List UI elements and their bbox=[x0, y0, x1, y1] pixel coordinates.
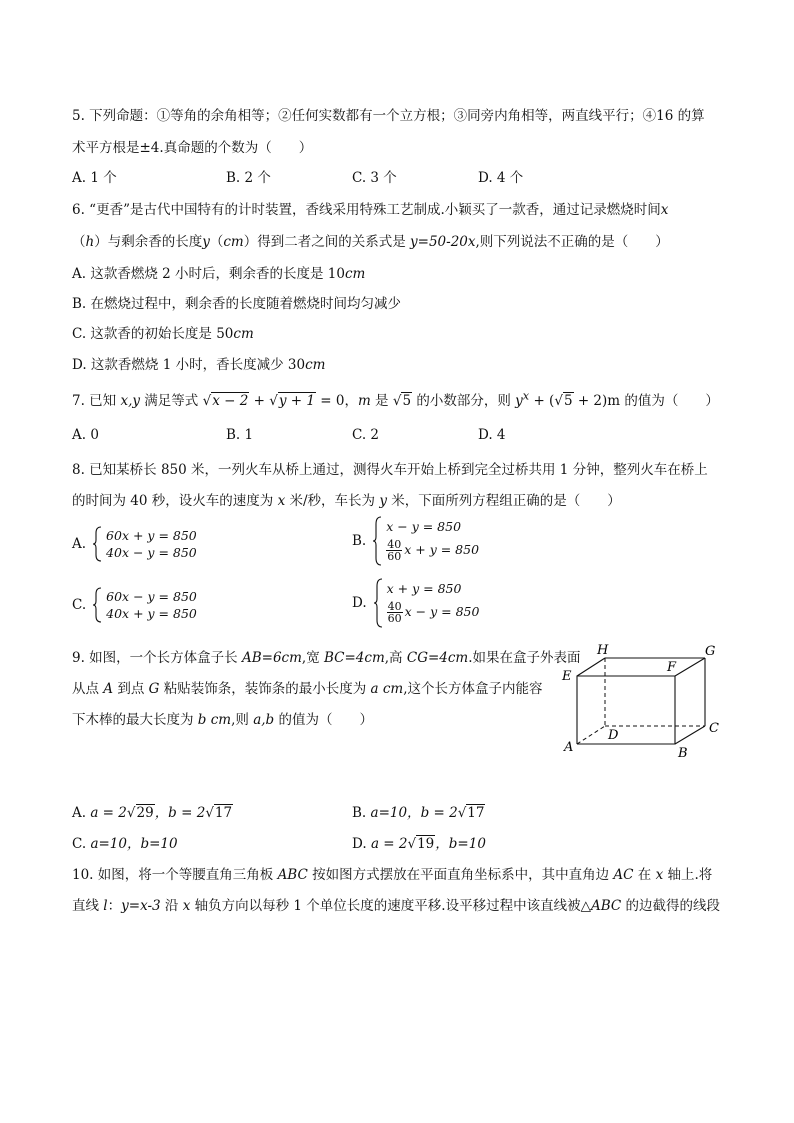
vertex-b-label: B bbox=[678, 746, 688, 761]
q9-stem-line2: 从点 A 到点 G 粘贴装饰条，装饰条的最小长度为 a cm,这个长方体盒子内能容 bbox=[72, 681, 543, 697]
q6-option-b: B. 在燃烧过程中，剩余香的长度随着燃烧时间均匀减少 bbox=[72, 296, 402, 312]
q9-option-a: A. a = 2√29，b = 2√17 bbox=[72, 805, 233, 821]
edge-fg bbox=[675, 658, 705, 676]
edge-eh bbox=[577, 658, 605, 676]
q9-stem-line3: 下木棒的最大长度为 b cm,则 a,b 的值为（ ） bbox=[72, 712, 373, 728]
q6-option-c: C. 这款香的初始长度是 50cm bbox=[72, 326, 254, 342]
q5-stem-line1: 5. 下列命题：①等角的余角相等；②任何实数都有一个立方根；③同旁内角相等，两直线平行；④16 的算 bbox=[72, 108, 705, 124]
front-face bbox=[577, 676, 675, 744]
brace-icon bbox=[372, 516, 382, 566]
q8-stem-line2: 的时间为 40 秒，设火车的速度为 x 米/秒，车长为 y 米，下面所列方程组正确的是（ ） bbox=[72, 493, 621, 509]
brace-icon bbox=[92, 587, 102, 623]
vertex-c-label: C bbox=[709, 721, 719, 736]
edge-bc bbox=[675, 726, 705, 744]
vertex-e-label: E bbox=[562, 669, 572, 684]
q9-option-c: C. a=10，b=10 bbox=[72, 836, 178, 852]
q8-option-a: A. 60x + y = 850 40x − y = 850 bbox=[72, 528, 197, 560]
vertex-h-label: H bbox=[597, 643, 609, 658]
vertex-a-label: A bbox=[564, 740, 574, 755]
q6-option-a: A. 这款香燃烧 2 小时后，剩余香的长度是 10cm bbox=[72, 266, 366, 282]
q6-stem-line1: 6. “更香”是古代中国特有的计时装置，香线采用特殊工艺制成.小颖买了一款香，通过记录燃烧时间x bbox=[72, 202, 669, 218]
cuboid-figure bbox=[557, 640, 727, 765]
q8-stem-line1: 8. 已知某桥长 850 米，一列火车从桥上通过，测得火车开始上桥到完全过桥共用 1 分钟，整列火车在桥上 bbox=[72, 462, 708, 478]
q9-stem-line1: 9. 如图，一个长方体盒子长 AB=6cm,宽 BC=4cm,高 CG=4cm.如果在盒子外表面 bbox=[72, 650, 581, 666]
q6-stem-line2: （h）与剩余香的长度y（cm）得到二者之间的关系式是 y=50-20x,则下列说法不正确的是（ ） bbox=[72, 234, 669, 250]
vertex-f-label: F bbox=[667, 660, 677, 675]
brace-icon bbox=[373, 578, 383, 628]
q7-option-a: A. 0 bbox=[72, 427, 99, 443]
q5-option-d: D. 4 个 bbox=[478, 170, 524, 186]
q8-option-b: B. x − y = 850 $\frac{40}{60}$ x + y = 850 bbox=[352, 516, 479, 566]
q7-stem: 7. 已知 x,y 满足等式 √x − 2 + √y + 1 = 0，m 是 √5 的小数部分，则 $y^x + (√5 + 2)m$ 的值为（ ） bbox=[72, 389, 719, 409]
q8-option-c: C. 60x − y = 850 40x + y = 850 bbox=[72, 589, 197, 621]
q5-option-b: B. 2 个 bbox=[226, 170, 271, 186]
q7-option-d: D. 4 bbox=[478, 427, 506, 443]
q7-option-c: C. 2 bbox=[352, 427, 380, 443]
q6-option-d: D. 这款香燃烧 1 小时，香长度减少 30cm bbox=[72, 357, 326, 373]
hidden-edge-ad bbox=[577, 726, 605, 744]
q8-option-d: D. x + y = 850 $\frac{40}{60}$ x − y = 850 bbox=[352, 578, 479, 628]
q7-option-b: B. 1 bbox=[226, 427, 254, 443]
q10-stem-line1: 10. 如图，将一个等腰直角三角板 ABC 按如图方式摆放在平面直角坐标系中，其中直角边 AC 在 x 轴上.将 bbox=[72, 867, 713, 883]
q10-stem-line2: 直线 l：y=x-3 沿 x 轴负方向以每秒 1 个单位长度的速度平移.设平移过程中该直线被△ABC 的边截得的线段 bbox=[72, 898, 720, 914]
brace-icon bbox=[92, 526, 102, 562]
q5-stem-line2: 术平方根是±4.真命题的个数为（ ） bbox=[72, 140, 313, 156]
vertex-g-label: G bbox=[705, 644, 716, 659]
q9-option-d: D. a = 2√19，b=10 bbox=[352, 836, 486, 852]
q9-option-b: B. a=10，b = 2√17 bbox=[352, 805, 485, 821]
q5-option-c: C. 3 个 bbox=[352, 170, 397, 186]
q5-option-a: A. 1 个 bbox=[72, 170, 117, 186]
vertex-d-label: D bbox=[608, 728, 619, 743]
